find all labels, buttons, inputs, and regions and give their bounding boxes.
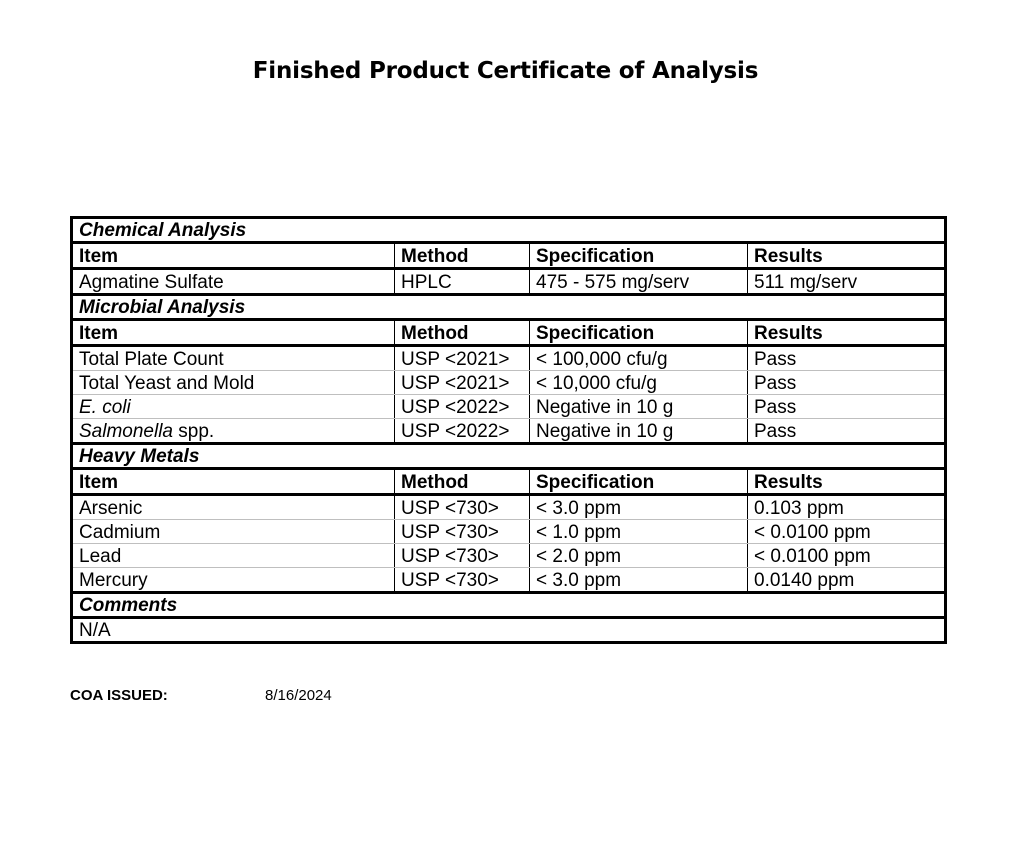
table-row (72, 568, 946, 593)
header-row-chemical (72, 243, 946, 269)
cell-result: < 0.0100 ppm (748, 520, 946, 544)
col-header-specification: Specification (530, 243, 748, 269)
cell-result: < 0.0100 ppm (748, 544, 946, 568)
section-row-metals (72, 444, 946, 469)
section-row-comments (72, 593, 946, 618)
col-header-results: Results (748, 243, 946, 269)
table-row (72, 346, 946, 371)
cell-spec: Negative in 10 g (530, 395, 748, 419)
table-row (72, 269, 946, 295)
cell-item: Cadmium (72, 520, 395, 544)
col-header-specification: Specification (530, 320, 748, 346)
table-row (72, 495, 946, 520)
table-row (72, 520, 946, 544)
cell-item (72, 395, 395, 419)
col-header-item: Item (72, 469, 395, 495)
section-title-comments: Comments (72, 593, 946, 618)
col-header-method: Method (395, 243, 530, 269)
col-header-specification: Specification (530, 469, 748, 495)
organism-name: E. coli (79, 397, 131, 418)
organism-name: Salmonella (79, 421, 173, 442)
cell-spec: < 3.0 ppm (530, 495, 748, 520)
col-header-results: Results (748, 320, 946, 346)
table-row (72, 544, 946, 568)
table-row (72, 419, 946, 444)
coa-issued-date: 8/16/2024 (265, 687, 332, 704)
cell-spec: 475 - 575 mg/serv (530, 269, 748, 295)
cell-result: 0.0140 ppm (748, 568, 946, 593)
table-row (72, 395, 946, 419)
cell-result: 0.103 ppm (748, 495, 946, 520)
cell-method: USP <2022> (395, 419, 530, 444)
section-title-microbial: Microbial Analysis (72, 295, 946, 320)
cell-method: USP <730> (395, 520, 530, 544)
cell-spec: < 100,000 cfu/g (530, 346, 748, 371)
header-row-microbial (72, 320, 946, 346)
col-header-item: Item (72, 320, 395, 346)
cell-item (72, 419, 395, 444)
cell-method: USP <2022> (395, 395, 530, 419)
section-row-microbial (72, 295, 946, 320)
table-row (72, 371, 946, 395)
cell-result: Pass (748, 395, 946, 419)
comments-row (72, 618, 946, 643)
section-title-metals: Heavy Metals (72, 444, 946, 469)
cell-item: Total Yeast and Mold (72, 371, 395, 395)
cell-spec: < 1.0 ppm (530, 520, 748, 544)
cell-method: USP <730> (395, 568, 530, 593)
cell-spec: < 10,000 cfu/g (530, 371, 748, 395)
cell-method: USP <2021> (395, 346, 530, 371)
section-row-chemical (72, 218, 946, 243)
cell-item: Mercury (79, 570, 148, 591)
cell-method: USP <730> (395, 495, 530, 520)
cell-item: Agmatine Sulfate (79, 272, 224, 293)
coa-issued-label: COA ISSUED: (70, 687, 168, 704)
col-header-method: Method (395, 320, 530, 346)
header-row-metals (72, 469, 946, 495)
organism-suffix: spp. (173, 421, 215, 442)
col-header-results: Results (748, 469, 946, 495)
cell-method: USP <730> (395, 544, 530, 568)
cell-item: Lead (72, 544, 395, 568)
cell-item: Arsenic (72, 495, 395, 520)
cell-spec: < 3.0 ppm (530, 568, 748, 593)
col-header-item: Item (72, 243, 395, 269)
cell-result: 511 mg/serv (748, 269, 946, 295)
cell-method: USP <2021> (395, 371, 530, 395)
cell-result: Pass (748, 371, 946, 395)
comments-text: N/A (79, 620, 111, 641)
coa-table (70, 216, 947, 644)
section-title-chemical: Chemical Analysis (72, 218, 946, 243)
cell-result: Pass (748, 419, 946, 444)
cell-method: HPLC (395, 269, 530, 295)
cell-result: Pass (748, 346, 946, 371)
cell-item: Total Plate Count (72, 346, 395, 371)
col-header-method: Method (395, 469, 530, 495)
page-title: Finished Product Certificate of Analysis (252, 58, 759, 84)
cell-spec: < 2.0 ppm (530, 544, 748, 568)
cell-spec: Negative in 10 g (530, 419, 748, 444)
